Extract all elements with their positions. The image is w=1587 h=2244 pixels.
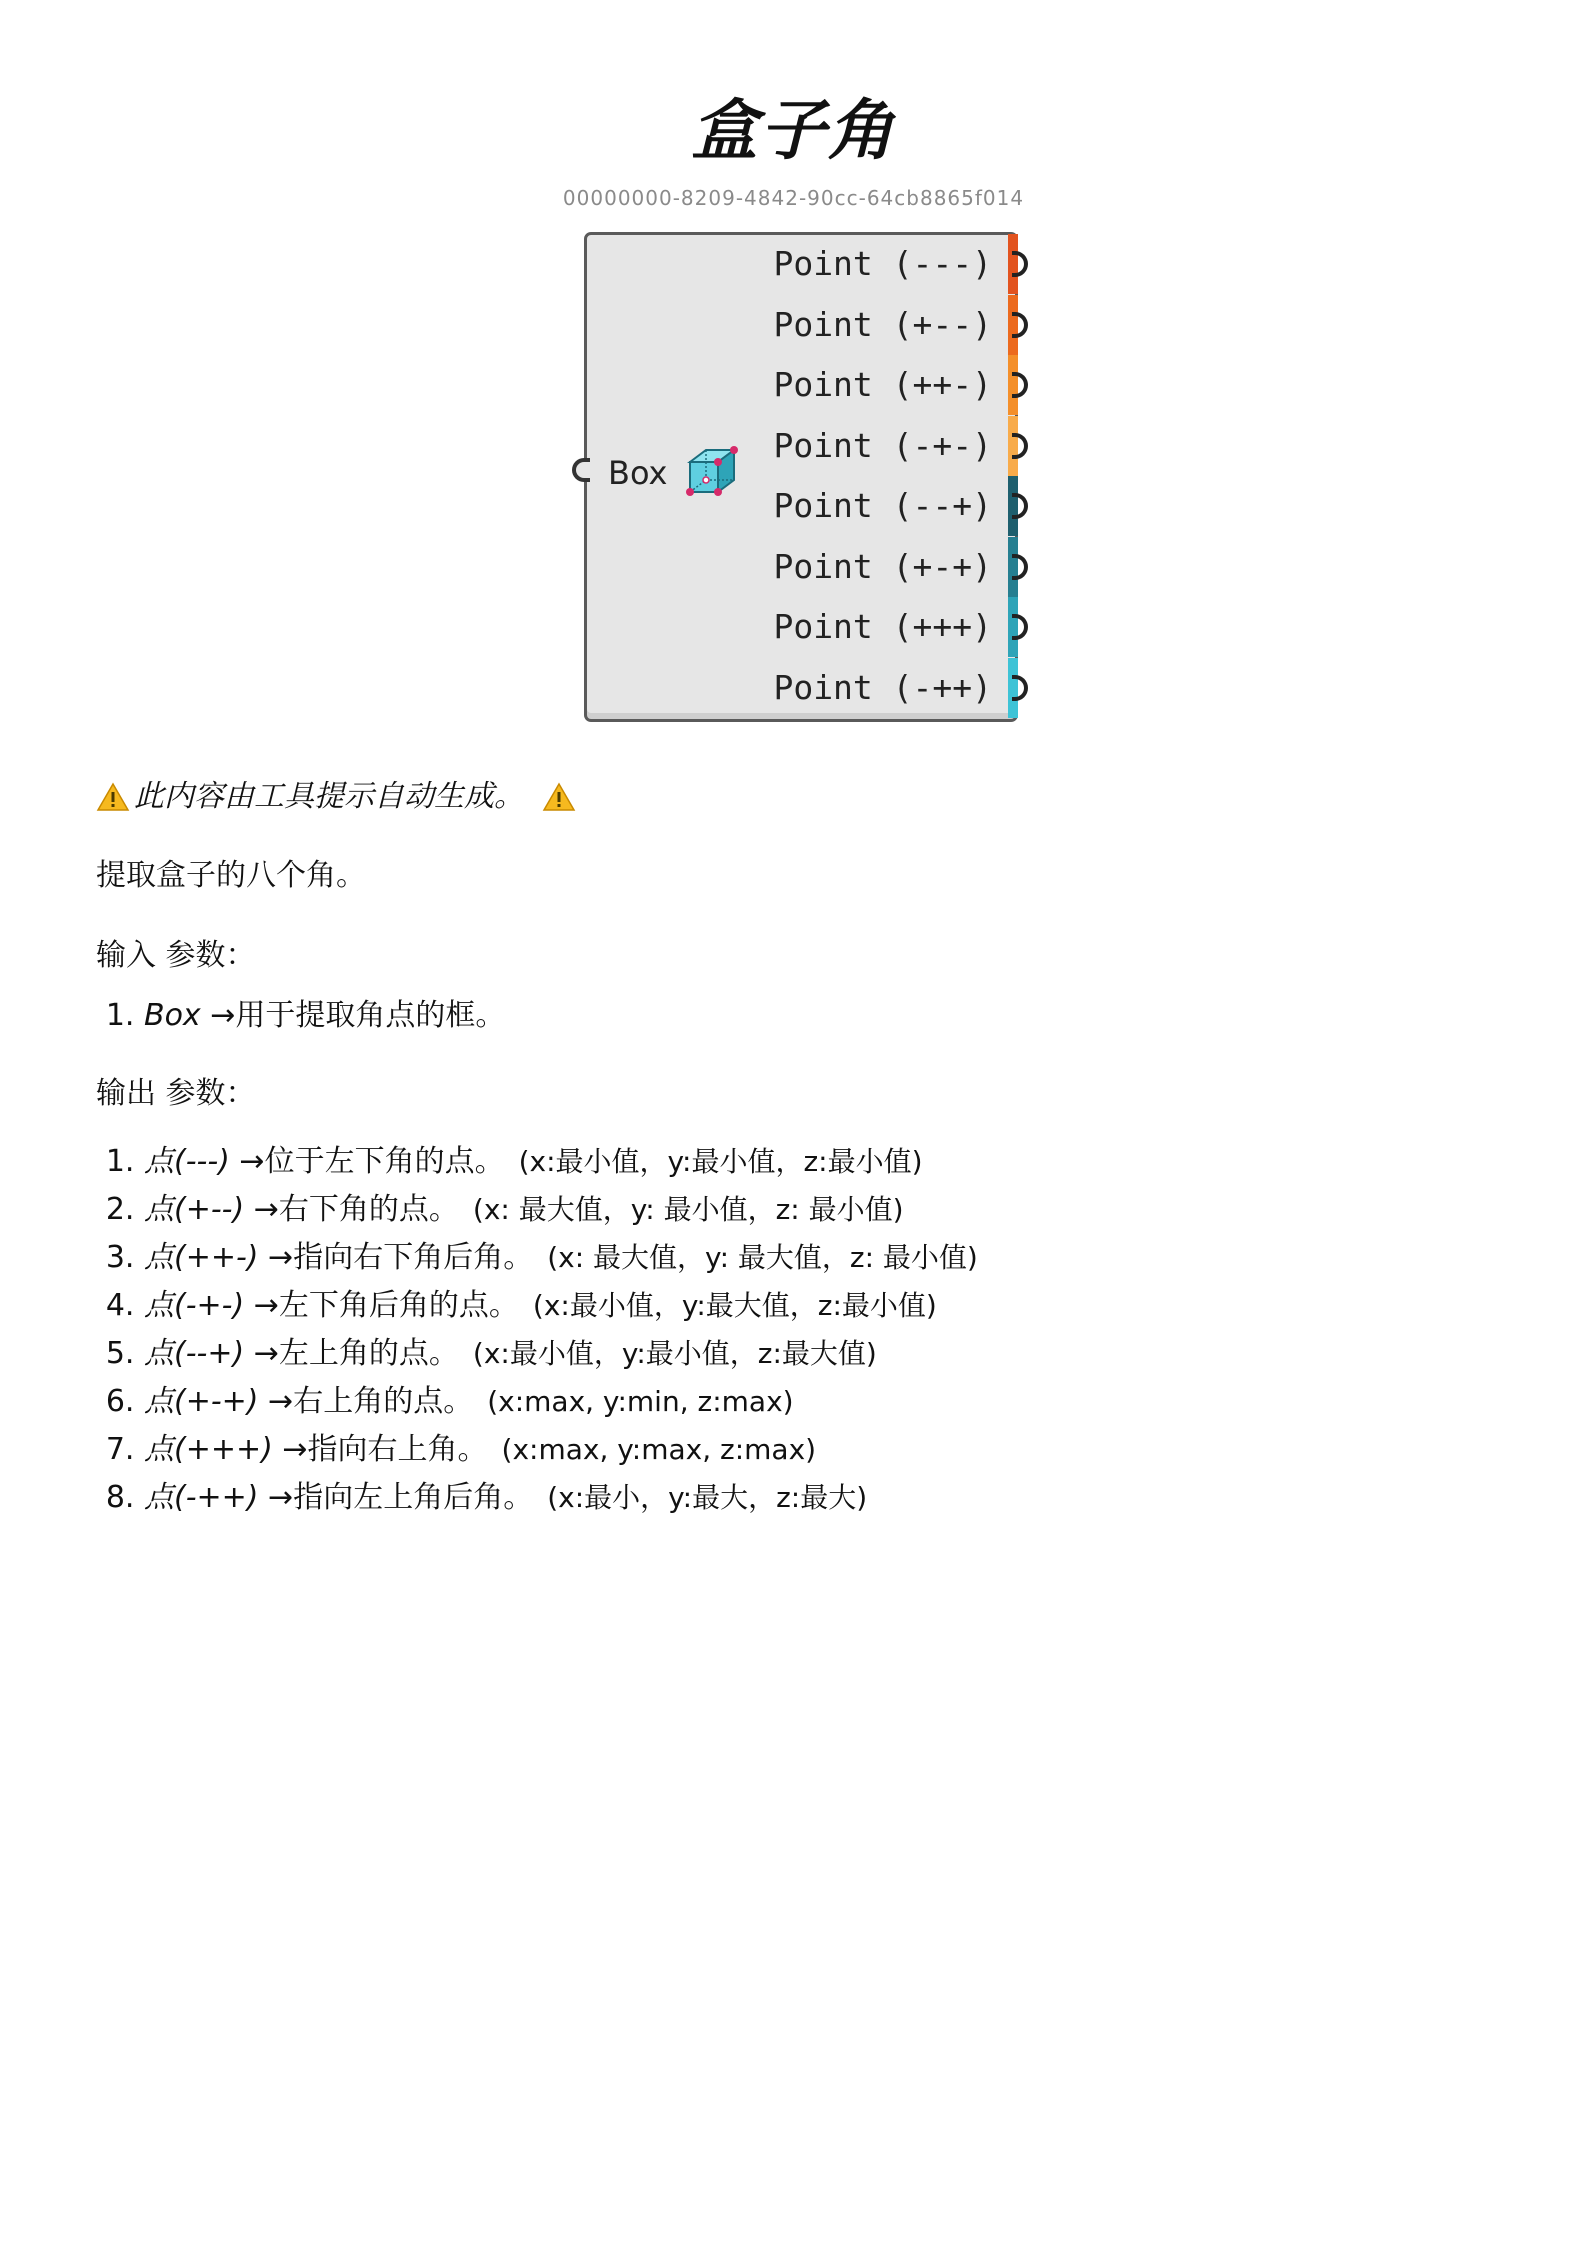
component-guid: 00000000-8209-4842-90cc-64cb8865f014 [562,186,1025,210]
input-label-box: Box [608,454,668,492]
output-label: Point (++-) [773,365,992,404]
param-desc: →指向右下角后角。 [258,1240,534,1275]
param-coords: (x:最小值，y:最大值，z:最小值) [532,1289,937,1322]
param-desc: →右上角的点。 [258,1384,474,1419]
param-name: Box [144,998,201,1033]
param-name: 点(+++) [144,1432,273,1467]
output-grip[interactable] [1012,251,1028,277]
grasshopper-component[interactable] [584,232,1018,722]
output-param-item [144,1426,1496,1474]
output-param-item [144,1186,1496,1234]
output-list [584,232,1018,722]
param-coords: (x:最小，y:最大，z:最大) [547,1481,868,1514]
param-name: 点(-+-) [144,1288,245,1323]
param-name: 点(+--) [144,1192,245,1227]
param-name: 点(++-) [144,1240,259,1275]
param-coords: (x:最小值，y:最小值，z:最大值) [472,1337,877,1370]
param-name: 点(+-+) [144,1384,259,1419]
page-title: 盒子角 [691,92,896,169]
output-grip[interactable] [1012,493,1028,519]
param-coords: (x:最小值，y:最小值，z:最小值) [518,1145,923,1178]
output-param-item [144,1138,1496,1186]
documentation [96,772,1496,1522]
output-label: Point (+-+) [773,546,992,586]
output-grip[interactable] [1012,433,1028,459]
param-name: 点(--+) [144,1336,245,1371]
param-desc: →指向左上角后角。 [258,1480,534,1515]
output-label: Point (+--) [773,304,992,344]
output-label: Point (-++) [773,667,992,707]
output-grip[interactable] [1012,312,1028,338]
param-desc: →左上角的点。 [244,1336,459,1371]
param-desc: →指向右上角。 [272,1432,488,1467]
param-desc: →位于左下角的点。 [229,1144,505,1179]
input-param-item [144,992,1496,1040]
output-label: Point (--+) [773,486,992,525]
param-coords: (x: 最大值，y: 最大值，z: 最小值) [547,1241,978,1274]
param-desc: →用于提取角点的框。 [200,998,506,1033]
warning-text: 此内容由工具提示自动生成。 [134,779,524,814]
param-desc: →左下角后角的点。 [244,1288,519,1323]
param-coords: (x:max, y:max, z:max) [501,1433,817,1466]
output-label: Point (+++) [773,607,992,646]
output-param-item [144,1378,1496,1426]
inputs-heading: 输入 参数： [96,938,256,973]
output-param-item [144,1474,1496,1522]
output-param-item [144,1234,1496,1282]
param-name: 点(-++) [144,1480,259,1515]
inputs-list [96,992,1496,1040]
output-param-item [144,1330,1496,1378]
param-name: 点(---) [144,1144,230,1179]
param-desc: →右下角的点。 [244,1192,459,1227]
warning-icon [542,782,576,812]
outputs-heading: 输出 参数： [96,1076,256,1111]
description: 提取盒子的八个角。 [96,858,366,893]
output-grip[interactable] [1012,554,1028,580]
outputs-list [96,1138,1496,1522]
warning-line [96,772,1496,822]
param-coords: (x: 最大值，y: 最小值，z: 最小值) [472,1193,904,1226]
output-label: Point (---) [773,244,992,283]
param-coords: (x:max, y:min, z:max) [487,1385,794,1418]
output-grip[interactable] [1012,372,1028,398]
warning-icon [96,782,130,812]
output-grip[interactable] [1012,675,1028,701]
output-grip[interactable] [1012,614,1028,640]
output-label: Point (-+-) [773,425,992,465]
output-param-item [144,1282,1496,1330]
